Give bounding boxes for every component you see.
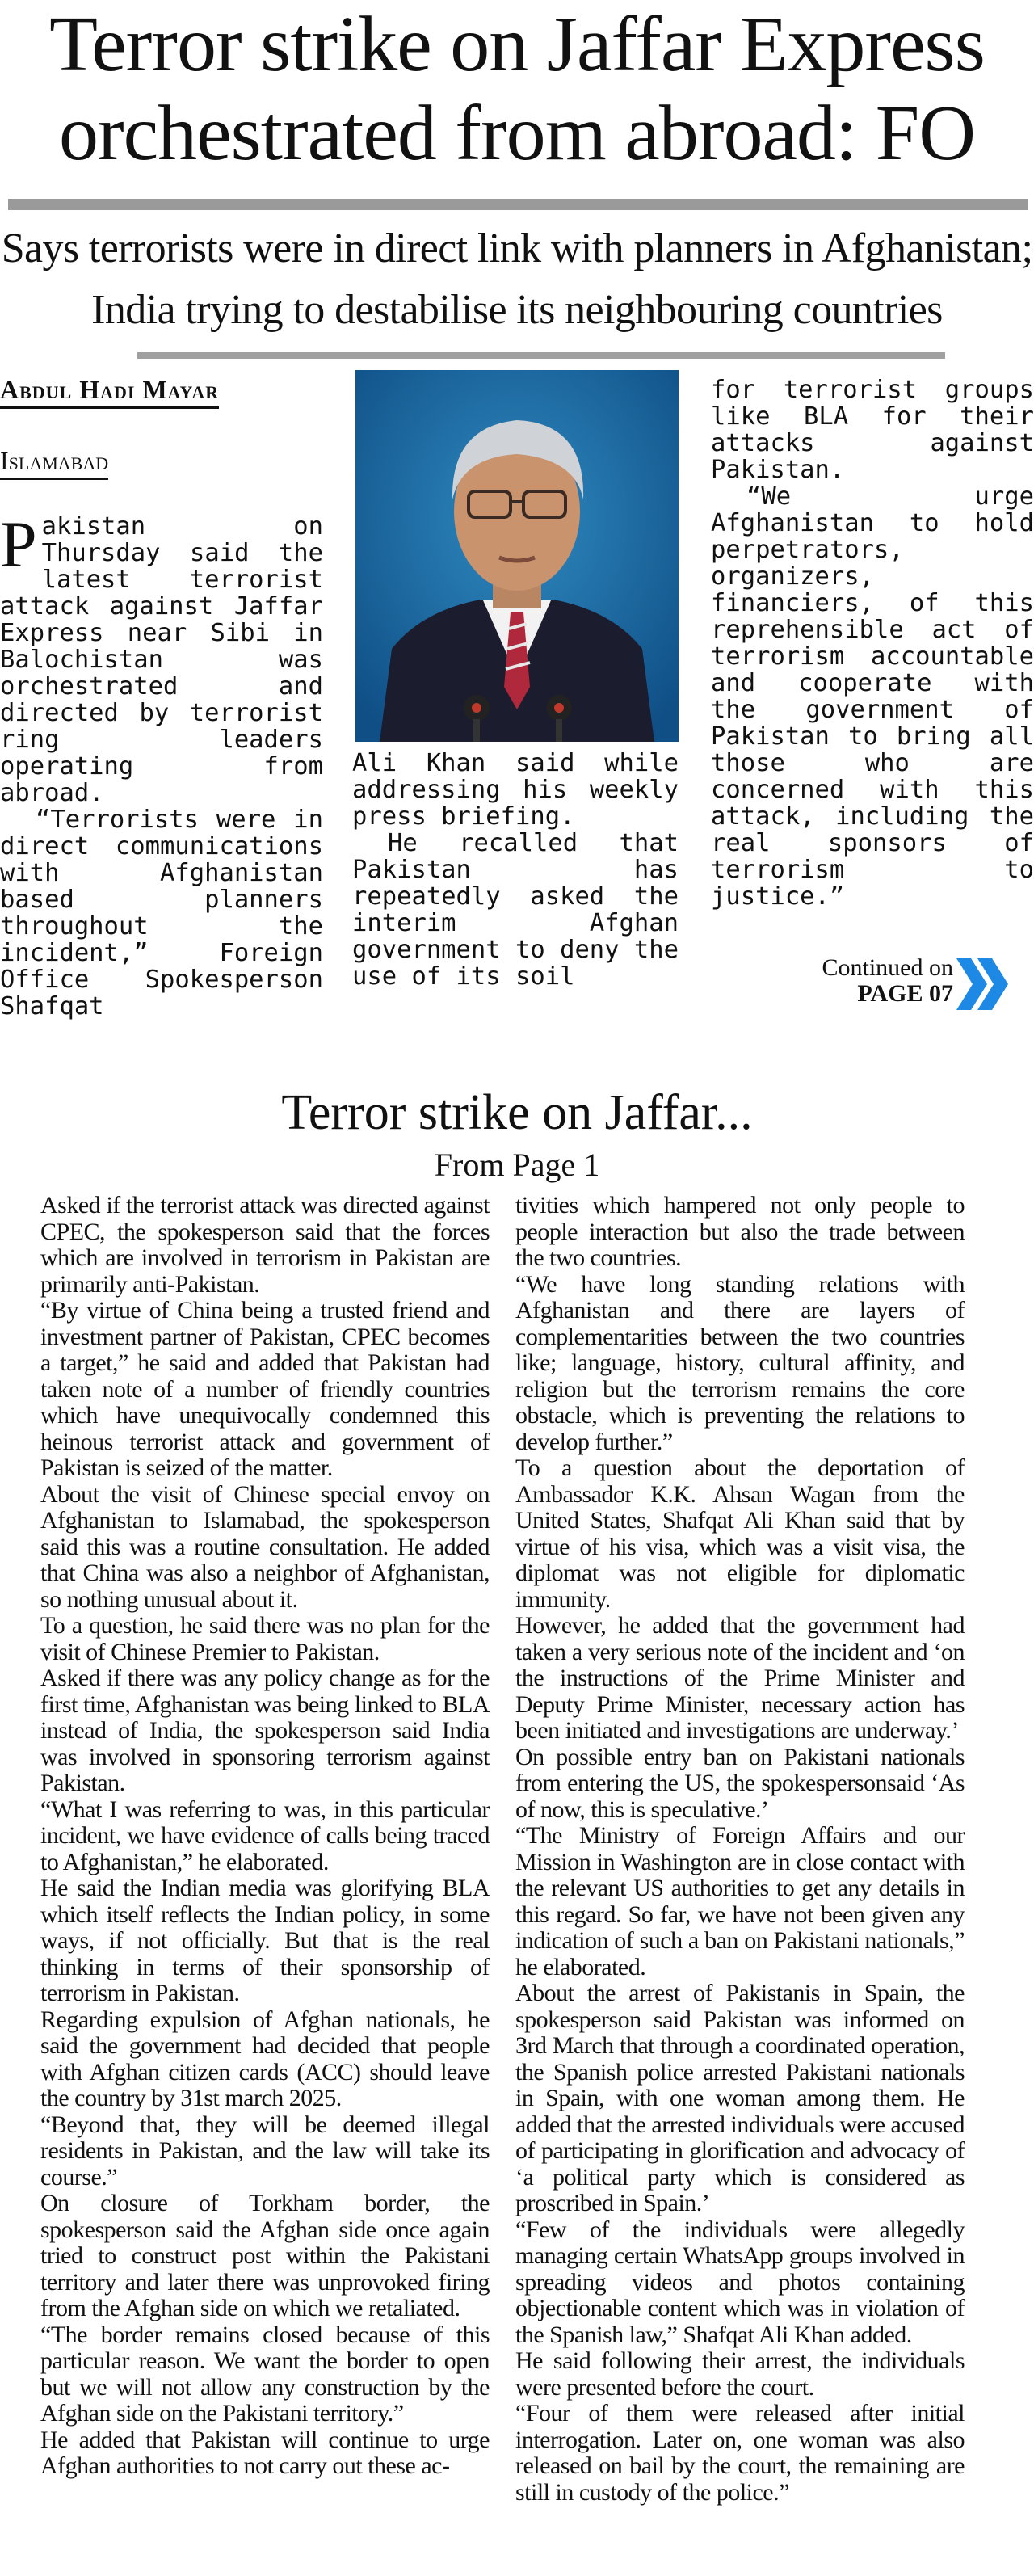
story-paragraph: “We urge Afghanistan to hold perpetrators, organizers, financiers, of this reprehensible act of terrorism accountable and cooperate with the government of Pakistan to bring all those who are concerned with this attack, including the real sponsors of terrorism to justice.”	[711, 482, 1034, 911]
continuation-paragraph: tivities which hampered not only people to people interaction but also the trade between the two countries.	[515, 1192, 965, 1271]
continuation-column-2	[515, 1193, 965, 2506]
continuation-paragraph: About the visit of Chinese special envoy on Afghanistan to Islamabad, the spokesperson said this was a routine consultation. He added that China was also a neighbor of Afghanistan, so nothing unusual about it.	[40, 1480, 490, 1613]
continuation-paragraph: He said following their arrest, the individuals were presented before the court.	[515, 2347, 965, 2401]
headline-rule	[8, 199, 1028, 210]
continuation-paragraph: On possible entry ban on Pakistani nationals from entering the US, the spokespersonsaid ‘As of now, this is speculative.’	[515, 1743, 965, 1823]
continuation-paragraph: “By virtue of China being a trusted friend and investment partner of Pakistan, CPEC becomes a target,” he said and added that Pakistan had taken note of a number of friendly countries which have unequivocally condemned this heinous terrorist attack and government of Pakistan is seized of the matter.	[40, 1297, 490, 1481]
story-paragraph: Ali Khan said while addressing his weekly press briefing.	[352, 749, 679, 831]
continuation-paragraph: On closure of Torkham border, the spokesperson said the Afghan side once again tried to construct post within the Pakistani territory and later there was unprovoked firing from the Afghan side on which we retaliated.	[40, 2190, 490, 2321]
continuation-paragraph: “We have long standing relations with Afghanistan and there are layers of complementarities between the two countries like; language, history, cultural affinity, and religion but the terrorism remains the core obstacle, which is preventing the relations to develop further.”	[515, 1270, 965, 1455]
continuation-paragraph: “Few of the individuals were allegedly managing certain WhatsApp groups involved in spreading videos and photos containing objectionable content which was in violation of the Spanish law,” Shafqat Ali Khan added.	[515, 2216, 965, 2348]
continued-page: PAGE 07	[857, 980, 953, 1007]
story-column-2	[352, 750, 679, 990]
continuation-column-1	[40, 1193, 490, 2480]
spokesperson-photo	[355, 370, 679, 742]
subheadline-rule	[137, 352, 945, 359]
continuation-paragraph: “Four of them were released after initial interrogation. Later on, one woman was also released on bail by the court, the remaining are still in custody of the police.”	[515, 2400, 965, 2506]
story-paragraph: Pakistan on Thursday said the latest terrorist attack against Jaffar Express near Sibi in Balochistan was orchestrated and directed by terrorist ring leaders operating from abroad.	[0, 507, 323, 807]
continuation-paragraph: Asked if the terrorist attack was directed against CPEC, the spokesperson said that the forces which are involved in terrorism in Pakistan are primarily anti-Pakistan.	[40, 1192, 490, 1298]
continuation-paragraph: Regarding expulsion of Afghan nationals, he said the government had decided that people with Afghan citizen cards (ACC) should leave the country by 31st march 2025.	[40, 2006, 490, 2111]
story-column-3	[711, 377, 1034, 910]
double-chevron-right-icon	[955, 955, 1011, 1013]
continuation-paragraph: He said the Indian media was glorifying BLA which itself reflects the Indian policy, in some ways, if not officially. But that is the real thinking in terms of their sponsorship of terrorism in Pakistan.	[40, 1875, 490, 2006]
continuation-paragraph: About the arrest of Pakistanis in Spain, the spokesperson said Pakistan was informed on 3rd March that through a coordinated operation, the Spanish police arrested Pakistani nationals in Spain, with one woman among them. He added that the arrested individuals were accused of participating in glorification and advocacy of ‘a political party which is considered as proscribed in Spain.’	[515, 1980, 965, 2216]
continuation-paragraph: Asked if there was any policy change as for the first time, Afghanistan was being linked to BLA instead of India, the spokesperson said India was involved in sponsoring terrorism against Pakistan.	[40, 1665, 490, 1796]
continuation-paragraph: To a question about the deportation of Ambassador K.K. Ahsan Wagan from the United States, Shafqat Ali Khan said that by virtue of his visa, which was a visit visa, the diplomat was not eligible for diplomatic immunity.	[515, 1454, 965, 1613]
headline: Terror strike on Jaffar Express orchestrated from abroad: FO	[49, 1, 985, 177]
continuation-paragraph: “The Ministry of Foreign Affairs and our Mission in Washington are in close contact with the relevant US authorities to get any details in this regard. So far, we have not been given any indication of such a ban on Pakistani nationals,” he elaborated.	[515, 1822, 965, 1980]
story-column-1	[0, 507, 323, 1021]
continuation-from-page: From Page 1	[434, 1147, 600, 1183]
continuation-paragraph: “Beyond that, they will be deemed illegal residents in Pakistan, and the law will take its course.”	[40, 2111, 490, 2191]
continuation-paragraph: “The border remains closed because of this particular reason. We want the border to open but we will not allow any construction by the Afghan side on the Pakistani territory.”	[40, 2321, 490, 2427]
continuation-paragraph: “What I was referring to was, in this particular incident, we have evidence of calls being traced to Afghanistan,” he elaborated.	[40, 1795, 490, 1875]
story-paragraph: “Terrorists were in direct communications with Afghanistan based planners throughout the incident,” Foreign Office Spokesperson Shafqat	[0, 806, 323, 1021]
subheadline: Says terrorists were in direct link with planners in Afghanistan; India trying to destabilise its neighbouring countries	[1, 225, 1033, 333]
continuation-paragraph: However, he added that the government had taken a very serious note of the incident and ‘on the instructions of the Prime Minister and Deputy Prime Minister, necessary action has been initiated and investigations are underway.’	[515, 1612, 965, 1744]
story-paragraph: for terrorist groups like BLA for their attacks against Pakistan.	[711, 376, 1034, 484]
story-paragraph: He recalled that Pakistan has repeatedly asked the interim Afghan government to deny the use of its soil	[352, 829, 679, 991]
continuation-paragraph: He added that Pakistan will continue to urge Afghan authorities to not carry out these ac-	[40, 2426, 490, 2479]
continued-on-jump	[800, 955, 953, 1007]
continuation-title: Terror strike on Jaffar...	[281, 1085, 753, 1140]
continued-label: Continued on	[822, 954, 953, 981]
drop-cap: P	[0, 507, 37, 581]
continuation-paragraph: To a question, he said there was no plan for the visit of Chinese Premier to Pakistan.	[40, 1612, 490, 1665]
byline: Abdul Hadi Mayar	[0, 375, 219, 409]
dateline: Islamabad	[0, 446, 108, 480]
